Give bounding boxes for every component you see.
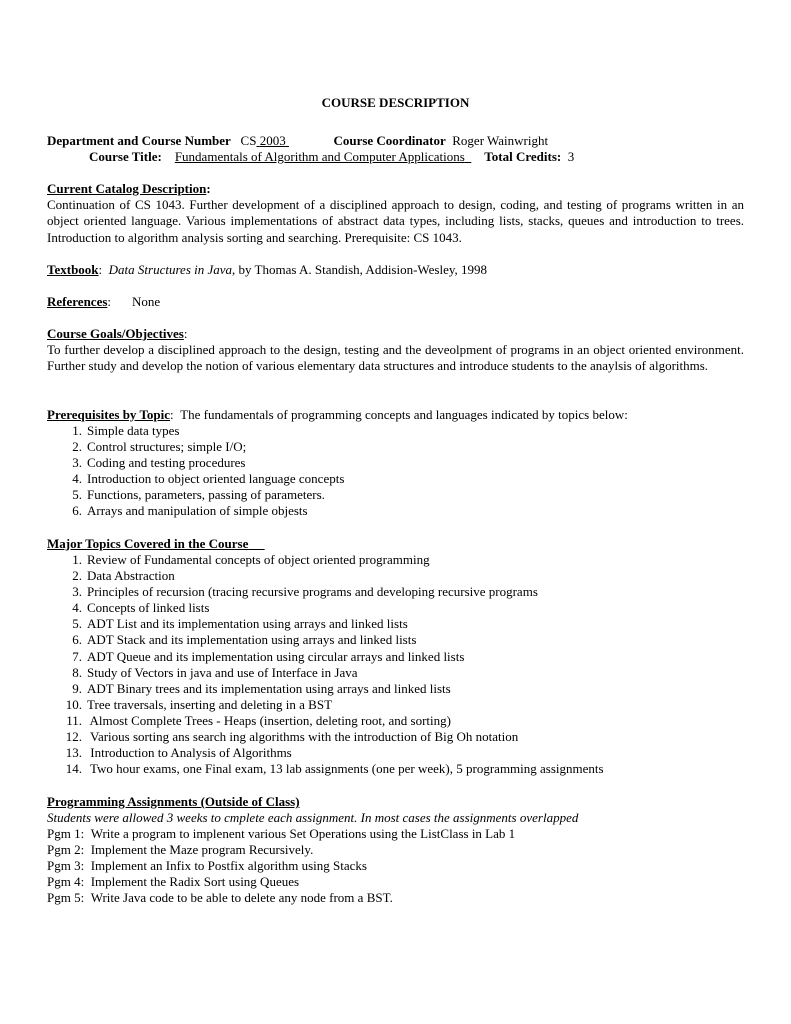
course-number: 2003	[259, 133, 286, 148]
goals-text: To further develop a disciplined approach to the design, testing and the deveolpment of programs in an object oriented environment. Further study and develop the notion of various elementary data structures and introduce students to the anaylsis of algorithms.	[47, 342, 744, 374]
topics-heading: Major Topics Covered in the Course	[47, 536, 249, 551]
coordinator-label: Course Coordinator	[333, 133, 446, 148]
list-item: 5. Functions, parameters, passing of parameters.	[72, 487, 325, 503]
assignment-item: Pgm 2: Implement the Maze program Recursively.	[47, 842, 314, 857]
course-number-prefix: CS	[240, 133, 257, 148]
references-heading: References	[47, 294, 108, 309]
textbook-heading: Textbook	[47, 262, 99, 277]
course-title: Fundamentals of Algorithm and Computer Applications	[174, 149, 465, 164]
list-item: 4. Concepts of linked lists	[72, 600, 210, 616]
references-line: References: None	[47, 294, 161, 309]
prereq-list	[47, 423, 344, 520]
list-item: 1. Review of Fundamental concepts of object oriented programming	[72, 552, 430, 567]
list-item: 5. ADT List and its implementation using arrays and linked lists	[72, 616, 408, 632]
goals-heading: Course Goals/Objectives:	[47, 326, 188, 341]
list-item: 3. Principles of recursion (tracing recursive programs and developing recursive programs	[72, 584, 538, 600]
assignment-item: Pgm 4: Implement the Radix Sort using Queues	[47, 874, 300, 889]
list-item: 10. Tree traversals, inserting and deleting in a BST	[65, 696, 333, 712]
list-item: 11. Almost Complete Trees - Heaps (insertion, deleting root, and sorting)	[66, 712, 451, 728]
course-title-label: Course Title:	[89, 149, 162, 164]
list-item: 8. Study of Vectors in java and use of Interface in Java	[72, 664, 358, 680]
list-item: 14. Two hour exams, one Final exam, 13 lab assignments (one per week), 5 programming assignments	[65, 761, 604, 777]
list-item: 12. Various sorting ans search ing algorithms with the introduction of Big Oh notation	[65, 729, 519, 745]
topics-list	[47, 552, 604, 777]
references-value: None	[132, 294, 161, 309]
list-item: 1. Simple data types	[72, 423, 180, 438]
assignments-note: Students were allowed 3 weeks to cmplete each assignment. In most cases the assignments overlapped	[47, 810, 579, 825]
dept-label: Department and Course Number	[47, 133, 231, 148]
page-title: COURSE DESCRIPTION	[321, 95, 470, 110]
credits-label: Total Credits:	[484, 149, 562, 164]
list-item: 4. Introduction to object oriented language concepts	[72, 471, 345, 487]
credits-value: 3	[567, 149, 575, 164]
textbook-title: Data Structures in Java	[108, 262, 233, 277]
catalog-text: Continuation of CS 1043. Further development of a disciplined approach to design, coding, and testing of programs written in an object oriented language. Various implementations of abstract data types, including lists, stacks, queues and introduction to trees. Introduction to algorithm analysis sorting and searching. Prerequisite: CS 1043.	[47, 197, 744, 245]
list-item: 6. ADT Stack and its implementation using arrays and linked lists	[72, 632, 417, 648]
prereq-heading: Prerequisites by Topic	[47, 407, 171, 422]
header-line-1	[47, 133, 548, 149]
prereq-line: Prerequisites by Topic: The fundamentals of programming concepts and languages indicated by topics below:	[47, 407, 628, 422]
coordinator-name: Roger Wainwright	[452, 133, 549, 148]
assignment-item: Pgm 3: Implement an Infix to Postfix algorithm using Stacks	[47, 858, 367, 873]
catalog-heading: Current Catalog Description:	[47, 181, 211, 196]
list-item: 9. ADT Binary trees and its implementation using arrays and linked lists	[72, 680, 451, 696]
list-item: 3. Coding and testing procedures	[72, 455, 246, 471]
list-item: 13. Introduction to Analysis of Algorithms	[65, 745, 292, 761]
list-item: 7. ADT Queue and its implementation using circular arrays and linked lists	[72, 648, 465, 664]
header-line-2	[89, 149, 574, 165]
assignments-heading: Programming Assignments (Outside of Class)	[47, 794, 300, 809]
textbook-line: Textbook: Data Structures in Java, by Thomas A. Standish, Addision-Wesley, 1998	[47, 262, 488, 277]
assignment-item: Pgm 1: Write a program to implenent various Set Operations using the ListClass in Lab 1	[47, 826, 516, 841]
textbook-details: , by Thomas A. Standish, Addision-Wesley, 1998	[232, 262, 488, 277]
prereq-intro: The fundamentals of programming concepts and languages indicated by topics below:	[180, 407, 628, 422]
list-item: 6. Arrays and manipulation of simple objests	[72, 503, 308, 519]
list-item: 2. Data Abstraction	[72, 568, 175, 584]
assignment-item: Pgm 5: Write Java code to be able to delete any node from a BST.	[47, 890, 393, 905]
list-item: 2. Control structures; simple I/O;	[72, 439, 247, 455]
